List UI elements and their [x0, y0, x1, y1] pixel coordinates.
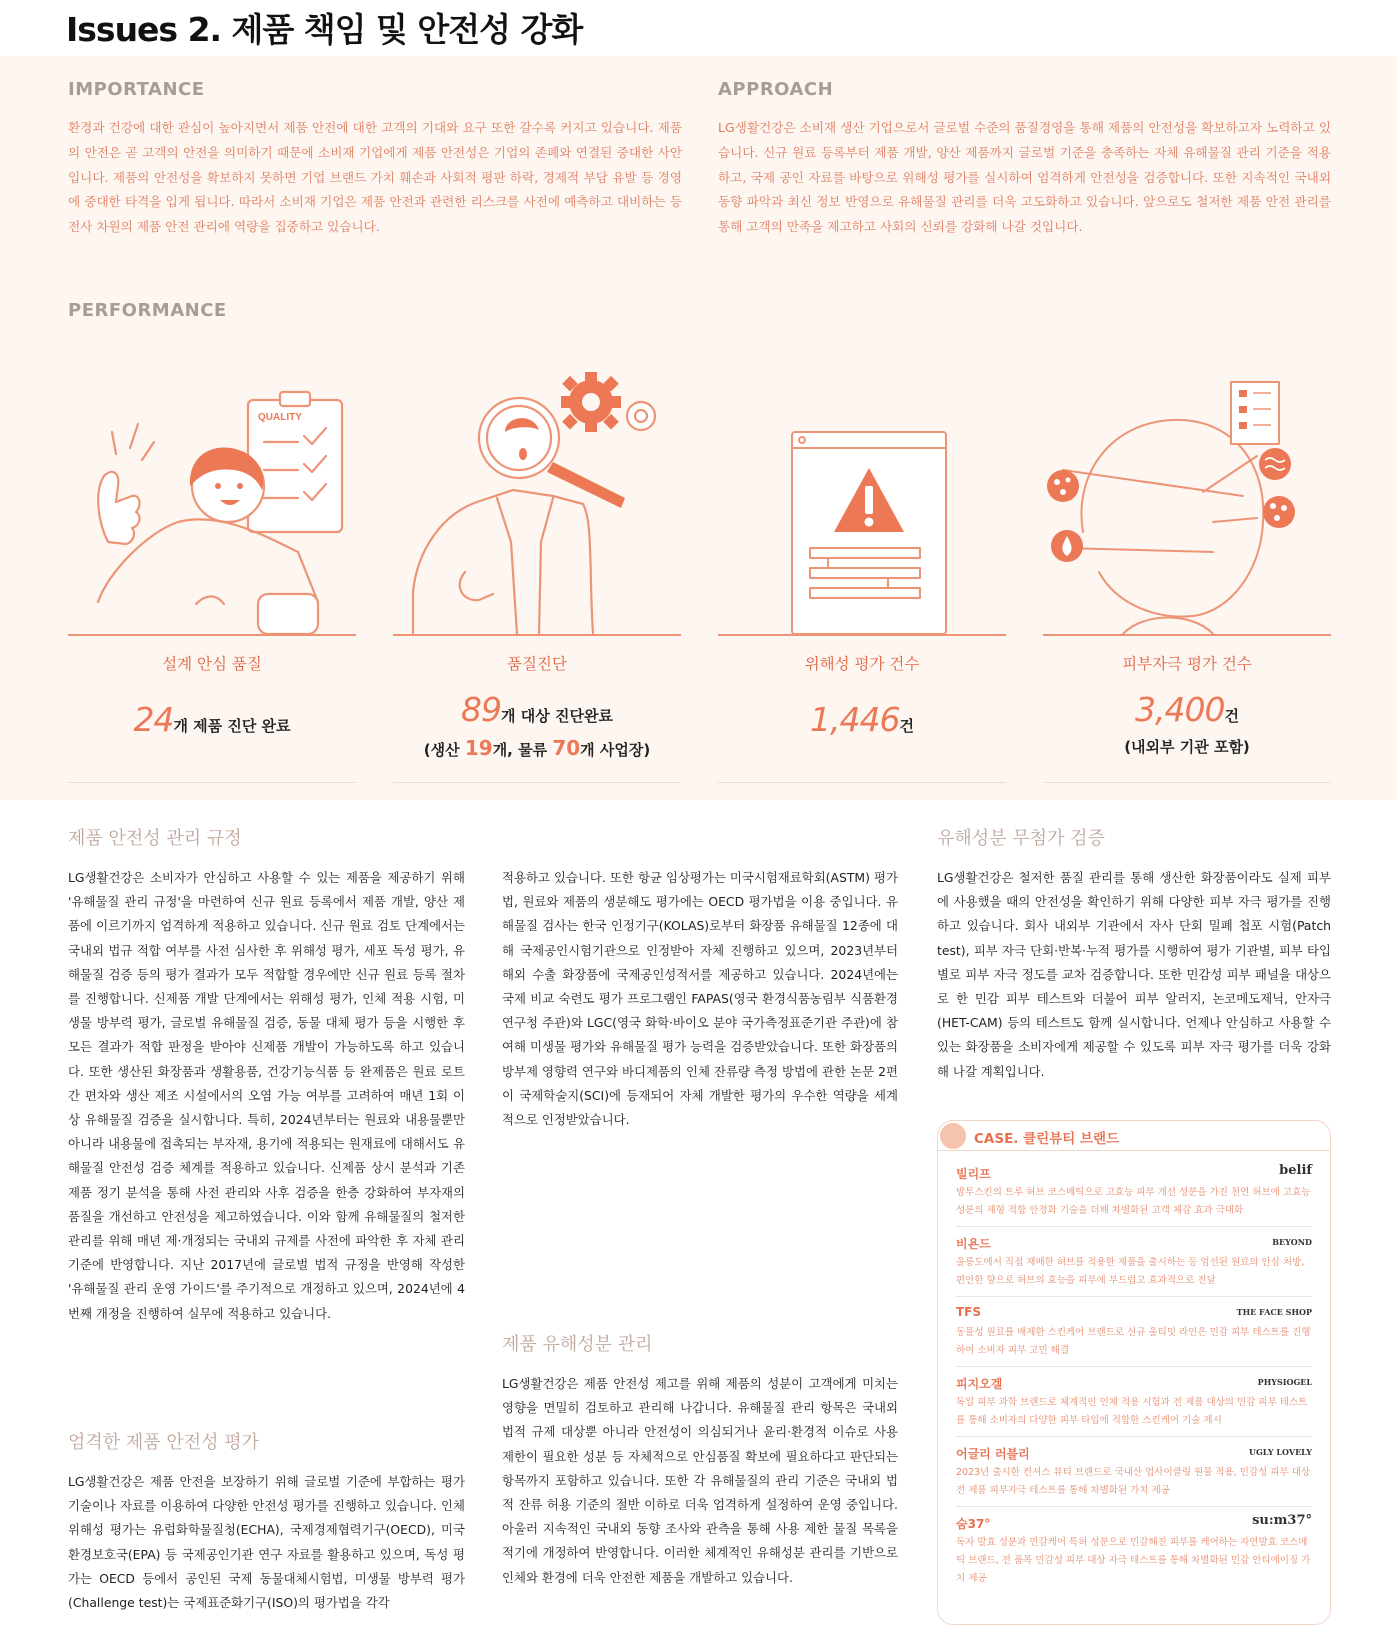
brand-logo: PHYSIOGEL — [1257, 1377, 1312, 1387]
magnifier-gear-illustration — [393, 372, 681, 634]
case-clean-beauty-box — [937, 1120, 1331, 1625]
brand-name: 빌리프 — [956, 1167, 991, 1181]
evaluation-text-continued: 적용하고 있습니다. 또한 항균 임상평가는 미국시험재료학회(ASTM) 평가법, 원료와 제품의 생분해도 평가에는 OECD 평가법을 이용 중입니다. 유해물질 검사는 한국 인정기구(KOLAS)로부터 화장품 유해물질 12종에 대해 국제공인시험기관으로 인정받아 자체 진행하고 있으며, 2023년부터 해외 수출 화장품에 국제공인성적서를 제공하고 있습니다. 2024년에는 국제 비교 숙련도 평가 프로그램인 FAPAS(영국 환경식품농림부 식품환경연구청 주관)와 LGC(영국 화학·바이오 분야 국가측정표준기관 주관)에 참여해 미생물 평가와 유해물질 평가 능력을 검증받았습니다. 또한 화장품의 방부제 영향력 연구와 바디제품의 인체 잔류량 측정 방법에 관한 논문 2편이 국제학술지(SCI)에 등재되어 자체 개발한 평가의 우수한 역량을 세계적으로 인정받았습니다. — [502, 870, 898, 1128]
perf-sub-number: 19 — [464, 736, 493, 760]
harmful-text: LG생활건강은 제품 안전성 제고를 위해 제품의 성분이 고객에게 미치는 영향을 면밀히 검토하고 관리해 나갑니다. 유해물질 관리 항목은 국내외 법적 규제 대상뿐 아니라 안전성이 의심되거나 윤리·환경적 이슈로 사용 제한이 필요한 성분 등 자체적으로 안심품질 확보에 필요하다고 판단되는 항목까지 포함하고 있습니다. 또한 각 유해물질의 관리 기준은 국내외 법적 잔류 허용 기준의 절반 이하로 더욱 엄격하게 설정하여 운영 중입니다. 아울러 지속적인 국내외 동향 조사와 관측을 통해 사용 제한 물질 목록을 적기에 개정하여 반영합니다. 이러한 체계적인 유해성분 관리를 기반으로 인체와 환경에 더욱 안전한 제품을 개발하고 있습니다. — [502, 1376, 898, 1585]
approach-label: APPROACH — [718, 79, 834, 100]
evaluation-text: LG생활건강은 제품 안전을 보장하기 위해 글로벌 기준에 부합하는 평가 기술이나 자료를 이용하여 다양한 안전성 평가를 진행하고 있습니다. 인체 위해성 평가는 유럽화학물질청(ECHA), 국제경제협력기구(OECD), 미국환경보호국(EPA) 등 국제공인기관 연구 자료를 활용하고 있으며, 독성 평가는 OECD 등에서 공인된 국제 동물대체시험법, 미생물 방부력 평가(Challenge test)는 국제표준화기구(ISO)의 평가법을 각각 — [68, 1474, 465, 1611]
brand-logo: BEYOND — [1272, 1237, 1312, 1247]
brand-description: 독자 발효 성분과 민감케어 특허 성분으로 민감해진 피부를 케어하는 자연발효 코스메틱 브랜드, 전 품목 민감성 피부 대상 자극 테스트를 통해 차별화된 민감 안티에이징 가치 제공 — [956, 1537, 1311, 1584]
brand-name: 피지오겔 — [956, 1377, 1003, 1391]
brand-logo: belif — [1279, 1163, 1312, 1178]
brand-name: 비욘드 — [956, 1237, 991, 1251]
brand-description: 동물성 원료를 배제한 스킨케어 브랜드로 신규 울티밋 라인은 민감 피부 테스트를 진행하여 소비자 피부 고민 해결 — [956, 1327, 1311, 1356]
brand-description: 밤투스킨의 트루 허브 코스메틱으로 고효능 피부 개선 성분을 가진 천연 허브에 고효능 성분의 제형 적합 안정화 기술을 더해 차별화된 고객 체감 효과 극대화 — [956, 1187, 1311, 1216]
brand-logo: UGLY LOVELY — [1249, 1447, 1312, 1457]
perf-subtext: (내외부 기관 포함) — [1124, 738, 1250, 756]
brand-item — [956, 1157, 1312, 1227]
brand-item — [956, 1367, 1312, 1437]
brand-name: TFS — [956, 1305, 982, 1319]
perf-number: 3,400 — [1135, 690, 1225, 729]
rules-text: LG생활건강은 소비자가 안심하고 사용할 수 있는 제품을 제공하기 위해 '유해물질 관리 규정'을 마련하여 신규 원료 등록에서 제품 개발, 양산 제품에 이르기까지 엄격하게 적용하고 있습니다. 신규 원료 검토 단계에서는 국내외 법규 적합 여부를 사전 심사한 후 위해성 평가, 세포 독성 평가, 유해물질 검증 등의 평가 결과가 모두 적합할 경우에만 신규 원료 등록 절차를 진행합니다. 신제품 개발 단계에서는 위해성 평가, 인체 적용 시험, 미생물 방부력 평가, 글로벌 유해물질 검증, 동물 대체 평가 등을 시행한 후 모든 결과가 적합 판정을 받아야 신제품 개발이 가능하도록 하고 있습니다. 또한 생산된 화장품과 생활용품, 건강기능식품 등 완제품은 원료 로트 간 편차와 생산 제조 시설에서의 오염 가능 여부를 고려하여 매년 1회 이상 유해물질 검증을 실시합니다. 특히, 2024년부터는 원료와 내용물뿐만 아니라 내용물에 접촉되는 부자재, 용기에 적용되는 원재료에 대해서도 유해물질 안전성 검증 체계를 적용하고 있습니다. 신제품 상시 분석과 기존 제품 정기 분석을 통해 사전 관리와 사후 검증을 한층 강화하여 부자재의 품질을 개선하고 안전성을 제고하였습니다. 이와 함께 유해물질의 철저한 관리를 위해 매년 제·개정되는 국내외 규제를 사전에 파악한 후 자체 관리 기준에 반영합니다. 지난 2017년에 글로벌 법적 규정을 반영해 작성한 '유해물질 관리 운영 가이드'를 주기적으로 개정하고 있으며, 2024년에 4번째 개정을 진행하여 실무에 적용하고 있습니다. — [68, 870, 465, 1321]
performance-label: PERFORMANCE — [68, 300, 227, 321]
brand-item — [956, 1437, 1312, 1507]
brand-item — [956, 1297, 1312, 1367]
perf-number: 89 — [461, 690, 502, 729]
brand-item — [956, 1507, 1312, 1617]
brand-description: 독일 피부 과학 브랜드로 체계적인 인체 적용 시험과 전 제품 대상의 민감 피부 테스트를 통해 소비자의 다양한 피부 타입에 적합한 스킨케어 기술 제시 — [956, 1397, 1308, 1426]
perf-item-quality-diagnosis — [393, 372, 681, 792]
perf-stat — [718, 700, 1006, 739]
perf-unit: 개 대상 진단완료 — [501, 707, 613, 725]
evaluation-heading: 엄격한 제품 안전성 평가 — [68, 1432, 260, 1453]
quality-badge: QUALITY — [258, 412, 302, 423]
thumbs-up-quality-illustration — [68, 372, 356, 634]
approach-text: LG생활건강은 소비재 생산 기업으로서 글로벌 수준의 품질경영을 통해 제품의 안전성을 확보하고자 노력하고 있습니다. 신규 원료 등록부터 제품 개발, 양산 제품까지 글로벌 기준을 충족하는 자체 유해물질 관리 기준을 적용하고, 국제 공인 자료를 바탕으로 위해성 평가를 실시하여 엄격하게 안전성을 검증합니다. 또한 지속적인 국내외 동향 파악과 최신 정보 반영으로 유해물질 관리를 더욱 고도화하고 있습니다. 앞으로도 철저한 제품 안전 관리를 통해 고객의 만족을 제고하고 사회의 신뢰를 강화해 나갈 것입니다. — [718, 120, 1331, 235]
perf-subtext: (생산 19개, 물류 70개 사업장) — [423, 736, 651, 760]
perf-sub-number: 70 — [552, 736, 581, 760]
perf-name: 위해성 평가 건수 — [804, 655, 920, 673]
perf-item-skin-irritation — [1043, 372, 1331, 792]
perf-stat — [68, 700, 356, 739]
perf-item-risk-assessment — [718, 372, 1006, 792]
case-dot-icon — [940, 1123, 966, 1149]
perf-stat — [393, 690, 681, 729]
brand-item — [956, 1227, 1312, 1297]
page-title: Issues 2. 제품 책임 및 안전성 강화 — [66, 10, 583, 49]
brand-description: 2023년 출시한 컨셔스 뷰티 브랜드로 국내산 업사이클링 원물 적용, 민감성 피부 대상 전 제품 피부자극 테스트를 통해 차별화된 가치 제공 — [956, 1467, 1311, 1496]
perf-unit: 건 — [1224, 707, 1239, 725]
perf-name: 설계 안심 품질 — [162, 655, 262, 673]
brand-description: 울릉도에서 직접 재배한 허브를 적용한 제품을 출시하는 등 엄선된 원료의 안심 처방, 편안한 향으로 허브의 효능을 피부에 부드럽고 효과적으로 전달 — [956, 1257, 1305, 1286]
brand-name: 어글리 러블리 — [956, 1447, 1030, 1461]
perf-item-quality-design — [68, 372, 356, 792]
case-title: CASE. 클린뷰티 브랜드 — [974, 1131, 1120, 1147]
verification-heading: 유해성분 무첨가 검증 — [937, 828, 1105, 849]
perf-unit: 건 — [899, 717, 914, 735]
brand-logo: su:m37° — [1252, 1513, 1312, 1528]
brand-logo: THE FACE SHOP — [1236, 1307, 1312, 1317]
perf-name: 피부자극 평가 건수 — [1122, 655, 1252, 673]
perf-number: 1,446 — [810, 700, 900, 739]
face-analysis-illustration — [1043, 372, 1331, 634]
importance-label: IMPORTANCE — [68, 79, 205, 100]
case-header — [938, 1121, 1330, 1151]
brand-name: 숨37° — [956, 1517, 991, 1531]
importance-text: 환경과 건강에 대한 관심이 높아지면서 제품 안전에 대한 고객의 기대와 요구 또한 갈수록 커지고 있습니다. 제품의 안전은 곧 고객의 안전을 의미하기 때문에 소비재 기업에게 제품 안전성은 기업의 존폐와 연결된 중대한 사안입니다. 제품의 안전성을 확보하지 못하면 기업 브랜드 가치 훼손과 사회적 평판 하락, 경제적 부담 유발 등 경영에 중대한 타격을 입게 됩니다. 따라서 소비재 기업은 제품 안전과 관련한 리스크를 사전에 예측하고 대비하는 등 전사 차원의 제품 안전 관리에 역량을 집중하고 있습니다. — [68, 120, 682, 235]
document-warning-illustration — [718, 372, 1006, 634]
perf-unit: 개 제품 진단 완료 — [173, 717, 291, 735]
harmful-heading: 제품 유해성분 관리 — [502, 1334, 653, 1355]
verification-text: LG생활건강은 철저한 품질 관리를 통해 생산한 화장품이라도 실제 피부에 사용했을 때의 안전성을 확인하기 위해 다양한 피부 자극 평가를 진행하고 있습니다. 회사 내외부 기관에서 자사 단회 밀폐 첩포 시험(Patch test), 피부 자극 단회·반복·누적 평가를 시행하여 평가 기관별, 피부 타입별로 피부 자극 정도를 교차 검증합니다. 또한 민감성 피부 패널을 대상으로 한 민감 피부 테스트와 더불어 피부 알러지, 논코메도제닉, 안자극(HET-CAM) 등의 테스트도 함께 실시합니다. 언제나 안심하고 사용할 수 있는 화장품을 소비자에게 제공할 수 있도록 피부 자극 평가를 더욱 강화해 나갈 계획입니다. — [937, 870, 1331, 1079]
rules-heading: 제품 안전성 관리 규정 — [68, 828, 242, 849]
perf-name: 품질진단 — [507, 655, 567, 673]
perf-number: 24 — [133, 700, 174, 739]
perf-stat — [1043, 690, 1331, 729]
